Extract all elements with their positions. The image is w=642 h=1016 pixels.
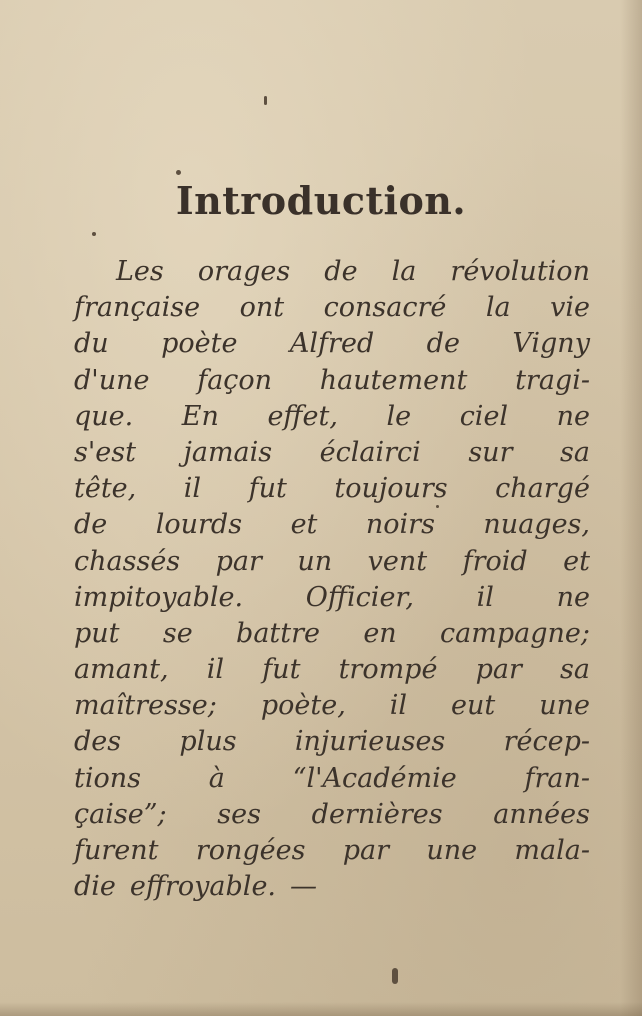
text-line [74,688,590,724]
text-word: ne [556,581,590,613]
text-word: de [324,256,358,287]
text-word: tête, [74,473,137,505]
text-word: s'est [74,436,136,468]
text-word: que. [74,400,134,432]
text-word: plus [179,726,237,758]
text-word: façon [197,364,273,396]
text-line [74,761,590,797]
text-word: de [426,328,460,360]
text-word: injurieuses [294,726,446,758]
paper-speck [264,96,267,105]
text-word: effroyable. [129,871,277,903]
text-word: à [208,762,225,794]
text-word: chassés [74,545,181,577]
text-word: la [391,256,417,287]
text-word: se [162,617,193,649]
text-word: ne [556,400,590,432]
text-word: campagne; [440,617,590,649]
text-word: il [389,690,408,722]
text-word: battre [236,617,320,649]
text-word: révolution [450,256,590,287]
text-word: Officier, [305,581,414,613]
text-word: Vigny [512,328,590,360]
text-line [74,507,590,543]
paper-speck [176,170,181,175]
text-word: le [386,400,412,432]
text-word: un [297,545,333,577]
text-word: ciel [459,400,509,432]
text-line [74,471,590,507]
text-word: éclairci [319,436,421,468]
text-word: française [74,292,201,324]
text-word: vie [550,292,590,324]
introduction-paragraph [74,254,590,905]
text-line [74,363,590,399]
text-word: orages [197,256,291,287]
text-word: dernières [311,798,443,830]
text-word: furent [74,835,159,866]
text-word: jamais [183,436,273,468]
text-word: nuages, [483,509,590,541]
text-word: maîtresse; [74,690,217,722]
text-word: années [493,798,590,830]
paper-speck [92,232,96,236]
text-word: Les [116,256,164,287]
text-word: fut [248,473,287,505]
text-word: par [215,545,262,577]
text-word: tions [74,762,141,794]
page-title: Introduction. [175,178,467,223]
text-word: trompé [338,654,438,686]
text-word: il [206,654,225,686]
text-word: et [290,509,318,541]
text-word: amant, [74,654,169,686]
text-word: une [426,835,478,866]
text-word: par [475,654,522,686]
text-word: ont [239,292,285,324]
text-line [74,290,590,326]
text-word: En [181,400,219,432]
text-word: lourds [155,509,243,541]
text-word: par [342,835,390,866]
text-word: die [74,871,116,903]
text-word: — [290,871,318,903]
text-line [74,399,590,435]
text-word: consacré [323,292,447,324]
text-word: la [485,292,511,324]
text-word: “l'Académie [292,762,457,794]
text-word: du [74,328,109,360]
text-line [74,724,590,760]
page-bottom-edge [0,1002,642,1016]
text-word: sa [560,436,590,468]
text-word: d'une [74,364,150,396]
text-line [74,797,590,833]
text-word: fut [262,654,301,686]
text-word: et [563,545,590,577]
text-word: une [539,690,590,722]
text-word: vent [367,545,428,577]
text-word: put [74,617,120,649]
text-word: poète [161,328,238,360]
text-word: noirs [365,509,435,541]
text-word: çaise”; [74,798,167,830]
text-word: sur [468,436,513,468]
page-edge-shadow [620,0,642,1016]
text-word: Alfred [289,328,375,360]
text-line [74,254,590,290]
text-word: effet, [267,400,338,432]
text-line [74,869,590,905]
text-word: froid [462,545,528,577]
text-word: rongées [195,835,306,866]
text-line [74,616,590,652]
text-word: eut [451,690,496,722]
text-word: des [74,726,122,758]
text-word: mala- [514,835,590,866]
text-word: en [363,617,397,649]
text-word: ses [217,798,261,830]
text-line [74,580,590,616]
text-word: récep- [503,726,590,758]
text-word: poète, [260,690,346,722]
text-word: sa [560,654,590,686]
text-word: toujours [334,473,448,505]
paper-speck [392,968,398,984]
text-word: fran- [524,762,590,794]
text-line [74,326,590,362]
text-word: impitoyable. [74,581,244,613]
text-word: il [476,581,494,613]
text-line [74,544,590,580]
text-word: tragi- [515,364,590,396]
text-word: hautement [319,364,468,396]
text-word: il [183,473,202,505]
text-word: chargé [495,473,590,505]
text-line [74,435,590,471]
text-line [74,652,590,688]
text-word: de [74,509,108,541]
text-line [74,833,590,869]
